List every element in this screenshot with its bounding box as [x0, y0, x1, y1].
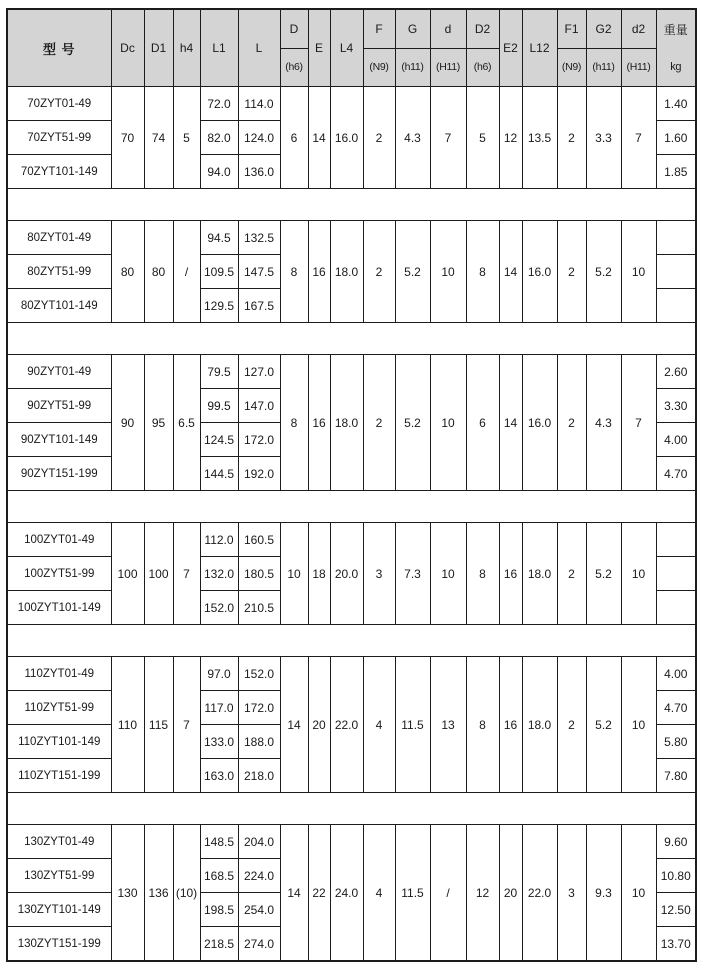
header-tolerance-label: (h11)	[396, 48, 430, 87]
dim-cell-d2: 10	[621, 221, 656, 323]
dim-cell-F1: 2	[557, 221, 586, 323]
dim-cell-D2: 5	[466, 87, 499, 189]
dim-cell-L: 188.0	[238, 725, 280, 759]
dim-cell-D: 8	[280, 221, 308, 323]
dim-cell-L: 172.0	[238, 423, 280, 457]
model-cell: 90ZYT01-49	[7, 355, 111, 389]
dim-cell-Dc: 90	[111, 355, 144, 491]
header-tolerance-label: (N9)	[558, 48, 586, 87]
dim-cell-L1: 218.5	[200, 927, 238, 962]
spacer-cell	[7, 491, 696, 523]
dim-cell-L: 167.5	[238, 289, 280, 323]
dim-cell-G: 5.2	[395, 355, 430, 491]
dim-cell-L12: 13.5	[522, 87, 557, 189]
header-cell-E: E	[308, 9, 330, 87]
weight-cell: 12.50	[656, 893, 696, 927]
model-cell: 110ZYT151-199	[7, 759, 111, 793]
dim-cell-D: 8	[280, 355, 308, 491]
model-cell: 110ZYT51-99	[7, 691, 111, 725]
dim-cell-D1: 115	[144, 657, 173, 793]
spacer-cell	[7, 189, 696, 221]
dim-cell-G2: 9.3	[586, 825, 621, 962]
dim-cell-L1: 132.0	[200, 557, 238, 591]
dim-cell-Dc: 110	[111, 657, 144, 793]
dim-cell-G2: 5.2	[586, 221, 621, 323]
model-cell: 100ZYT51-99	[7, 557, 111, 591]
dim-cell-L1: 124.5	[200, 423, 238, 457]
dim-cell-L: 147.5	[238, 255, 280, 289]
model-cell: 70ZYT51-99	[7, 121, 111, 155]
weight-cell: 13.70	[656, 927, 696, 962]
dim-cell-d2: 10	[621, 523, 656, 625]
weight-cell: 5.80	[656, 725, 696, 759]
model-cell: 90ZYT151-199	[7, 457, 111, 491]
header-cell-G	[395, 9, 430, 87]
table-row	[7, 87, 696, 121]
dim-cell-L1: 129.5	[200, 289, 238, 323]
header-tolerance-label: (h6)	[281, 48, 308, 87]
dim-cell-G: 11.5	[395, 825, 430, 962]
dim-cell-d2: 7	[621, 87, 656, 189]
header-cell-D1: D1	[144, 9, 173, 87]
dim-cell-L: 180.5	[238, 557, 280, 591]
dim-cell-E2: 14	[499, 355, 522, 491]
dim-cell-F: 2	[363, 87, 395, 189]
header-cell-d	[430, 9, 466, 87]
dim-cell-L: 218.0	[238, 759, 280, 793]
dim-cell-d: 13	[430, 657, 466, 793]
dim-cell-L: 114.0	[238, 87, 280, 121]
dim-cell-D2: 8	[466, 221, 499, 323]
dim-cell-L1: 133.0	[200, 725, 238, 759]
dim-cell-G: 7.3	[395, 523, 430, 625]
dim-cell-F: 2	[363, 221, 395, 323]
dim-cell-d: 10	[430, 355, 466, 491]
dim-cell-L12: 16.0	[522, 355, 557, 491]
dim-cell-L1: 99.5	[200, 389, 238, 423]
dim-cell-F1: 3	[557, 825, 586, 962]
dim-cell-L1: 117.0	[200, 691, 238, 725]
table-row	[7, 825, 696, 859]
dim-cell-E: 16	[308, 355, 330, 491]
dim-cell-L4: 18.0	[330, 221, 363, 323]
dim-cell-L1: 163.0	[200, 759, 238, 793]
model-cell: 70ZYT01-49	[7, 87, 111, 121]
header-top-label: D2	[474, 21, 491, 36]
dim-cell-L12: 18.0	[522, 523, 557, 625]
header-tolerance-label: (N9)	[364, 48, 395, 87]
header-tolerance-label: (H11)	[622, 48, 656, 87]
header-top-label: d	[444, 21, 452, 36]
weight-cell: 7.80	[656, 759, 696, 793]
dim-cell-d: 7	[430, 87, 466, 189]
header-cell-model: 型 号	[7, 9, 111, 87]
dim-cell-L1: 148.5	[200, 825, 238, 859]
dim-cell-L: 254.0	[238, 893, 280, 927]
model-cell: 90ZYT101-149	[7, 423, 111, 457]
dim-cell-D: 14	[280, 657, 308, 793]
weight-cell: 1.60	[656, 121, 696, 155]
table-row	[7, 523, 696, 557]
spacer-cell	[7, 793, 696, 825]
dim-cell-F1: 2	[557, 355, 586, 491]
dim-cell-L1: 79.5	[200, 355, 238, 389]
dim-cell-L1: 82.0	[200, 121, 238, 155]
weight-cell: 4.70	[656, 457, 696, 491]
weight-cell: 4.00	[656, 423, 696, 457]
header-cell-F1	[557, 9, 586, 87]
header-top-label: G	[407, 21, 418, 36]
dim-cell-F1: 2	[557, 87, 586, 189]
dim-cell-D1: 100	[144, 523, 173, 625]
header-cell-D	[280, 9, 308, 87]
spacer-row	[7, 625, 696, 657]
dim-cell-h4: 7	[173, 657, 200, 793]
dim-cell-D1: 80	[144, 221, 173, 323]
model-cell: 110ZYT101-149	[7, 725, 111, 759]
dim-cell-D2: 8	[466, 523, 499, 625]
weight-cell	[656, 289, 696, 323]
dim-cell-F: 2	[363, 355, 395, 491]
dim-cell-d2: 10	[621, 825, 656, 962]
model-cell: 80ZYT01-49	[7, 221, 111, 255]
dim-cell-F1: 2	[557, 657, 586, 793]
spacer-cell	[7, 625, 696, 657]
header-top-label: d2	[631, 21, 646, 36]
dim-cell-D2: 12	[466, 825, 499, 962]
header-tolerance-label: (h11)	[587, 48, 621, 87]
dim-cell-D: 6	[280, 87, 308, 189]
dim-cell-E: 22	[308, 825, 330, 962]
dim-cell-L1: 144.5	[200, 457, 238, 491]
dim-cell-L: 210.5	[238, 591, 280, 625]
dim-cell-L1: 94.5	[200, 221, 238, 255]
dim-cell-G2: 5.2	[586, 657, 621, 793]
dim-cell-E2: 16	[499, 523, 522, 625]
dim-cell-L: 127.0	[238, 355, 280, 389]
dim-cell-L4: 18.0	[330, 355, 363, 491]
model-cell: 80ZYT101-149	[7, 289, 111, 323]
dim-cell-L: 224.0	[238, 859, 280, 893]
dim-cell-L1: 112.0	[200, 523, 238, 557]
dim-cell-Dc: 80	[111, 221, 144, 323]
dim-cell-L12: 22.0	[522, 825, 557, 962]
dim-cell-Dc: 100	[111, 523, 144, 625]
dim-cell-D: 10	[280, 523, 308, 625]
weight-cell: 2.60	[656, 355, 696, 389]
dim-cell-h4: 7	[173, 523, 200, 625]
dim-cell-D1: 74	[144, 87, 173, 189]
header-cell-G2	[586, 9, 621, 87]
weight-cell	[656, 221, 696, 255]
table-row	[7, 221, 696, 255]
dim-cell-D2: 8	[466, 657, 499, 793]
dim-cell-d: /	[430, 825, 466, 962]
dim-cell-D2: 6	[466, 355, 499, 491]
header-cell-D2	[466, 9, 499, 87]
model-cell: 80ZYT51-99	[7, 255, 111, 289]
table-row	[7, 355, 696, 389]
dim-cell-h4: 6.5	[173, 355, 200, 491]
dim-cell-L1: 168.5	[200, 859, 238, 893]
dim-cell-F1: 2	[557, 523, 586, 625]
model-cell: 70ZYT101-149	[7, 155, 111, 189]
header-top-label: D	[289, 21, 299, 36]
dim-cell-Dc: 70	[111, 87, 144, 189]
dim-cell-L: 160.5	[238, 523, 280, 557]
dim-cell-E: 16	[308, 221, 330, 323]
header-cell-weight	[656, 9, 696, 87]
header-cell-L12: L12	[522, 9, 557, 87]
dim-cell-d: 10	[430, 523, 466, 625]
weight-cell	[656, 523, 696, 557]
dim-cell-D1: 95	[144, 355, 173, 491]
model-cell: 100ZYT01-49	[7, 523, 111, 557]
dim-cell-F: 4	[363, 825, 395, 962]
header-row	[7, 9, 696, 87]
weight-cell	[656, 255, 696, 289]
dim-cell-F: 3	[363, 523, 395, 625]
weight-cell: 10.80	[656, 859, 696, 893]
header-tolerance-label: kg	[670, 61, 682, 73]
header-top-label: G2	[595, 21, 612, 36]
header-cell-Dc: Dc	[111, 9, 144, 87]
dim-cell-E: 18	[308, 523, 330, 625]
spacer-row	[7, 793, 696, 825]
dim-cell-L: 136.0	[238, 155, 280, 189]
dim-cell-L: 124.0	[238, 121, 280, 155]
spacer-cell	[7, 323, 696, 355]
header-top-label: F1	[564, 21, 579, 36]
dim-cell-d2: 10	[621, 657, 656, 793]
dim-cell-L12: 16.0	[522, 221, 557, 323]
dim-cell-G: 4.3	[395, 87, 430, 189]
dim-cell-D: 14	[280, 825, 308, 962]
dim-cell-G2: 4.3	[586, 355, 621, 491]
model-cell: 130ZYT51-99	[7, 859, 111, 893]
model-cell: 110ZYT01-49	[7, 657, 111, 691]
dim-cell-h4: /	[173, 221, 200, 323]
spacer-row	[7, 189, 696, 221]
header-cell-F	[363, 9, 395, 87]
model-cell: 130ZYT01-49	[7, 825, 111, 859]
dim-cell-E: 20	[308, 657, 330, 793]
weight-cell	[656, 591, 696, 625]
header-top-label: F	[375, 21, 383, 36]
dim-cell-L1: 72.0	[200, 87, 238, 121]
dim-cell-L1: 97.0	[200, 657, 238, 691]
dim-cell-L: 152.0	[238, 657, 280, 691]
dim-cell-G: 5.2	[395, 221, 430, 323]
dim-cell-E2: 16	[499, 657, 522, 793]
dim-cell-L: 192.0	[238, 457, 280, 491]
header-tolerance-label: (H11)	[431, 48, 466, 87]
weight-cell: 9.60	[656, 825, 696, 859]
dim-cell-L4: 16.0	[330, 87, 363, 189]
weight-cell	[656, 557, 696, 591]
dim-cell-L1: 152.0	[200, 591, 238, 625]
dim-cell-h4: (10)	[173, 825, 200, 962]
dim-cell-d: 10	[430, 221, 466, 323]
weight-cell: 1.85	[656, 155, 696, 189]
dim-cell-E2: 14	[499, 221, 522, 323]
spacer-row	[7, 491, 696, 523]
dim-cell-Dc: 130	[111, 825, 144, 962]
dim-cell-L: 132.5	[238, 221, 280, 255]
dim-cell-d2: 7	[621, 355, 656, 491]
weight-cell: 1.40	[656, 87, 696, 121]
dim-cell-L1: 198.5	[200, 893, 238, 927]
header-top-label: 重量	[663, 22, 688, 37]
dim-cell-E2: 12	[499, 87, 522, 189]
model-cell: 130ZYT101-149	[7, 893, 111, 927]
dim-cell-E2: 20	[499, 825, 522, 962]
header-cell-E2: E2	[499, 9, 522, 87]
dim-cell-G: 11.5	[395, 657, 430, 793]
dim-cell-G2: 3.3	[586, 87, 621, 189]
header-cell-L4: L4	[330, 9, 363, 87]
dim-cell-h4: 5	[173, 87, 200, 189]
model-cell: 100ZYT101-149	[7, 591, 111, 625]
model-cell: 90ZYT51-99	[7, 389, 111, 423]
dim-cell-L4: 20.0	[330, 523, 363, 625]
dim-cell-L: 274.0	[238, 927, 280, 962]
dim-cell-G2: 5.2	[586, 523, 621, 625]
header-cell-d2	[621, 9, 656, 87]
model-cell: 130ZYT151-199	[7, 927, 111, 962]
dim-cell-L1: 94.0	[200, 155, 238, 189]
header-cell-h4: h4	[173, 9, 200, 87]
weight-cell: 4.00	[656, 657, 696, 691]
header-tolerance-label: (h6)	[467, 48, 499, 87]
dim-cell-L4: 24.0	[330, 825, 363, 962]
dim-cell-D1: 136	[144, 825, 173, 962]
header-cell-L: L	[238, 9, 280, 87]
dim-cell-L: 204.0	[238, 825, 280, 859]
dim-cell-F: 4	[363, 657, 395, 793]
dim-cell-L1: 109.5	[200, 255, 238, 289]
table-row	[7, 657, 696, 691]
dim-cell-L: 147.0	[238, 389, 280, 423]
dim-cell-L12: 18.0	[522, 657, 557, 793]
header-cell-L1: L1	[200, 9, 238, 87]
dim-cell-L: 172.0	[238, 691, 280, 725]
weight-cell: 4.70	[656, 691, 696, 725]
spec-table	[6, 8, 697, 962]
dim-cell-L4: 22.0	[330, 657, 363, 793]
spacer-row	[7, 323, 696, 355]
dim-cell-E: 14	[308, 87, 330, 189]
weight-cell: 3.30	[656, 389, 696, 423]
